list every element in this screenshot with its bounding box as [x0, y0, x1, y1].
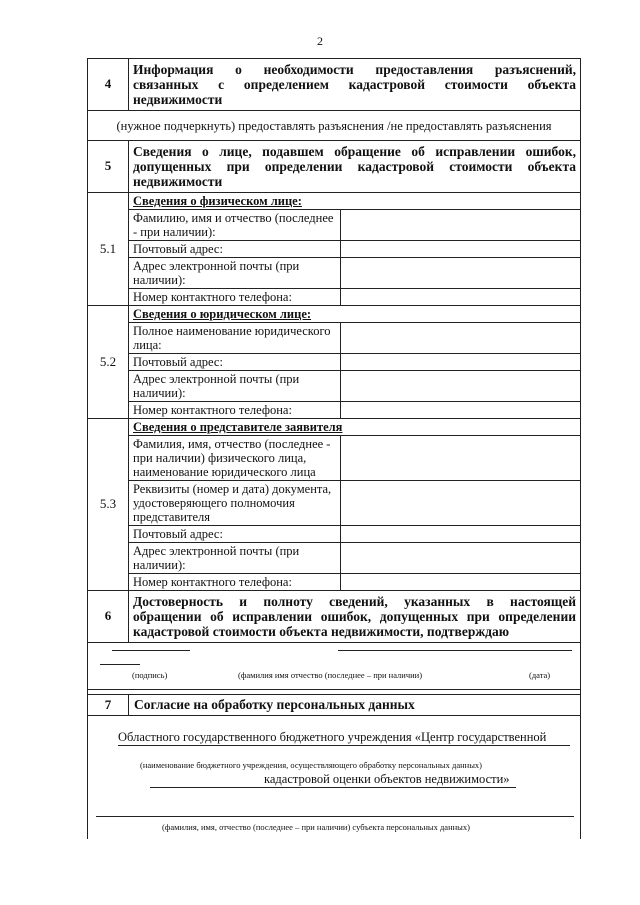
individual-fio-label: Фамилию, имя и отчество (последнее - при наличии):	[129, 210, 341, 241]
representative-fio-label: Фамилия, имя, отчество (последнее - при наличии) физического лица, наименование юридического лица	[129, 436, 341, 481]
consent-org-caption: (наименование бюджетного учреждения, осуществляющего обработку персональных данных)	[140, 760, 483, 770]
form-frame	[87, 58, 581, 839]
section-5-1-number: 5.1	[88, 193, 129, 306]
signature-line[interactable]	[112, 650, 190, 651]
legal-postal-label: Почтовый адрес:	[129, 354, 341, 371]
representative-phone-label: Номер контактного телефона:	[129, 574, 341, 591]
consent-org-underline-2	[150, 787, 516, 788]
section-5-2-number: 5.2	[88, 306, 129, 419]
section-5-3-heading: Сведения о представителе заявителя	[129, 419, 581, 436]
legal-name-label: Полное наименование юридического лица:	[129, 323, 341, 354]
consent-subject-caption: (фамилия, имя, отчество (последнее – при наличии) субъекта персональных данных)	[162, 822, 470, 832]
section-5-2-heading: Сведения о юридическом лице:	[129, 306, 581, 323]
section-5-number: 5	[88, 141, 129, 193]
consent-org-line-2: кадастровой оценки объектов недвижимости»	[264, 772, 510, 786]
individual-phone-label: Номер контактного телефона:	[129, 289, 341, 306]
individual-postal-label: Почтовый адрес:	[129, 241, 341, 258]
signature-block-divider	[87, 689, 580, 690]
section-7-number: 7	[88, 695, 129, 715]
fio-caption: (фамилия имя отчество (последнее – при наличии)	[238, 670, 423, 680]
legal-phone-label: Номер контактного телефона:	[129, 402, 341, 419]
section-6-number: 6	[88, 591, 129, 643]
page-number: 2	[317, 34, 323, 48]
representative-doc-label: Реквизиты (номер и дата) документа, удостоверяющего полномочия представителя	[129, 481, 341, 526]
fio-line[interactable]	[338, 650, 572, 651]
section-6-title: Достоверность и полноту сведений, указанных в настоящей обращении об исправлении ошибок, допущенных при определении кадастровой стоимости объекта недвижимости, подтверждаю	[129, 591, 581, 643]
consent-subject-line[interactable]	[96, 816, 574, 817]
consent-org-underline-1	[118, 745, 570, 746]
consent-org-line-1: Областного государственного бюджетного учреждения «Центр государственной	[118, 730, 547, 744]
signature-caption: (подпись)	[132, 670, 168, 680]
representative-email-label: Адрес электронной почты (при наличии):	[129, 543, 341, 574]
section-5-title: Сведения о лице, подавшем обращение об исправлении ошибок, допущенных при определении кадастровой стоимости объекта недвижимости	[129, 141, 581, 193]
section-5-1-heading: Сведения о физическом лице:	[129, 193, 581, 210]
section-7-title: Согласие на обработку персональных данных	[134, 697, 415, 712]
date-line-short[interactable]	[100, 664, 140, 665]
section-4-note: (нужное подчеркнуть) предоставлять разъяснения /не предоставлять разъяснения	[88, 111, 581, 141]
legal-email-label: Адрес электронной почты (при наличии):	[129, 371, 341, 402]
section-4-title: Информация о необходимости предоставления разъяснений, связанных с определением кадастровой стоимости объекта недвижимости	[129, 59, 581, 111]
individual-email-label: Адрес электронной почты (при наличии):	[129, 258, 341, 289]
section-5-3-number: 5.3	[88, 419, 129, 591]
section-4-number: 4	[88, 59, 129, 111]
date-caption: (дата)	[529, 670, 551, 680]
representative-postal-label: Почтовый адрес:	[129, 526, 341, 543]
section-7-header	[87, 694, 581, 716]
